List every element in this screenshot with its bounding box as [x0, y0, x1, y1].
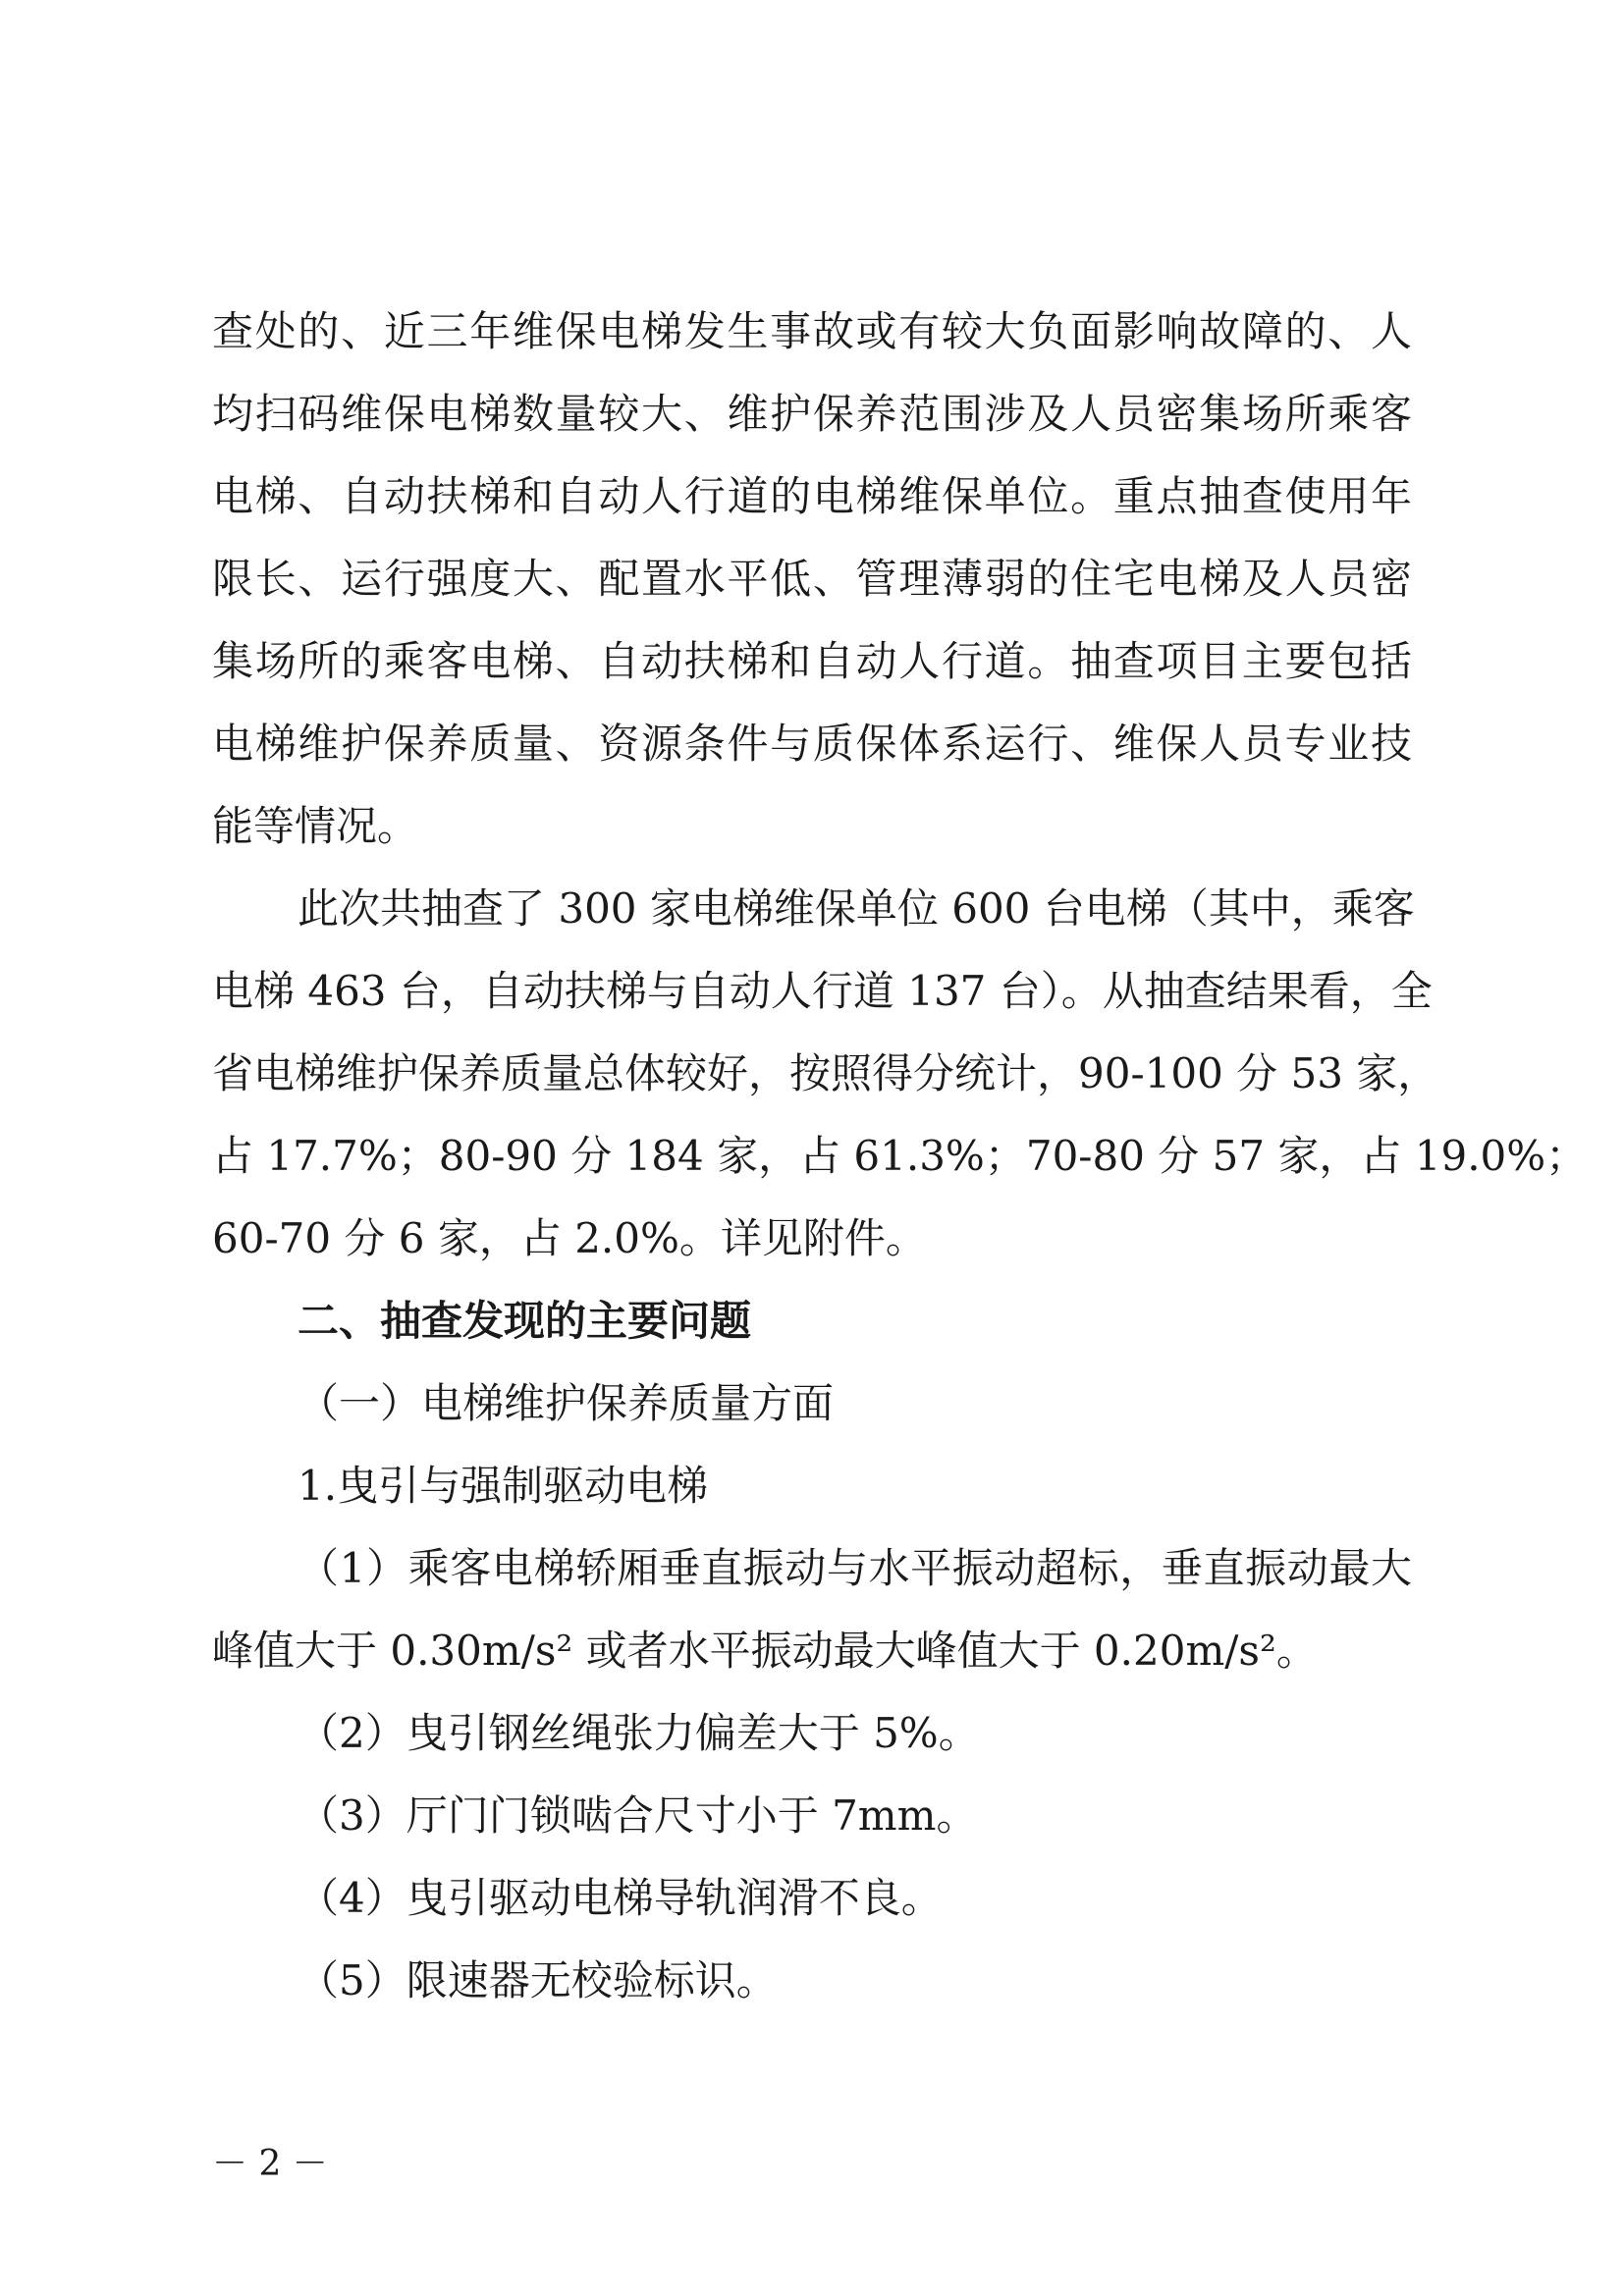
paragraph-line: 电梯 463 台，自动扶梯与自动人行道 137 台）。从抽查结果看，全: [212, 967, 1433, 1015]
list-item: （4）曳引驱动电梯导轨润滑不良。: [298, 1874, 943, 1922]
paragraph-line: 此次共抽查了 300 家电梯维保单位 600 台电梯（其中，乘客: [298, 884, 1415, 933]
paragraph-line: 查处的、近三年维保电梯发生事故或有较大负面影响故障的、人: [212, 307, 1412, 355]
page-number: － 2 －: [212, 2144, 328, 2184]
paragraph-line: 电梯维护保养质量、资源条件与质保体系运行、维保人员专业技: [212, 720, 1412, 768]
subsection-heading: （一）电梯维护保养质量方面: [298, 1379, 835, 1427]
list-item: （1）乘客电梯轿厢垂直振动与水平振动超标，垂直振动最大: [298, 1544, 1412, 1592]
section-heading: 二、抽查发现的主要问题: [298, 1297, 752, 1345]
list-item: （5）限速器无校验标识。: [298, 1956, 778, 2004]
paragraph-line: 限长、运行强度大、配置水平低、管理薄弱的住宅电梯及人员密: [212, 555, 1412, 603]
paragraph-line: 电梯、自动扶梯和自动人行道的电梯维保单位。重点抽查使用年: [212, 472, 1412, 520]
paragraph-line: 60-70 分 6 家，占 2.0%。详见附件。: [212, 1214, 927, 1262]
paragraph-line: 均扫码维保电梯数量较大、维护保养范围涉及人员密集场所乘客: [212, 390, 1412, 438]
list-item: 峰值大于 0.30m/s² 或者水平振动最大峰值大于 0.20m/s²。: [212, 1627, 1318, 1675]
subsection-heading: 1.曳引与强制驱动电梯: [298, 1462, 709, 1510]
paragraph-line: 集场所的乘客电梯、自动扶梯和自动人行道。抽查项目主要包括: [212, 637, 1412, 685]
paragraph-line: 能等情况。: [212, 802, 419, 850]
paragraph-line: 省电梯维护保养质量总体较好，按照得分统计，90-100 分 53 家，: [212, 1049, 1439, 1097]
paragraph-line: 占 17.7%；80-90 分 184 家，占 61.3%；70-80 分 57 家，占 19.0%；: [212, 1132, 1588, 1180]
list-item: （2）曳引钢丝绳张力偏差大于 5%。: [298, 1709, 980, 1757]
list-item: （3）厅门门锁啮合尺寸小于 7mm。: [298, 1791, 978, 1840]
